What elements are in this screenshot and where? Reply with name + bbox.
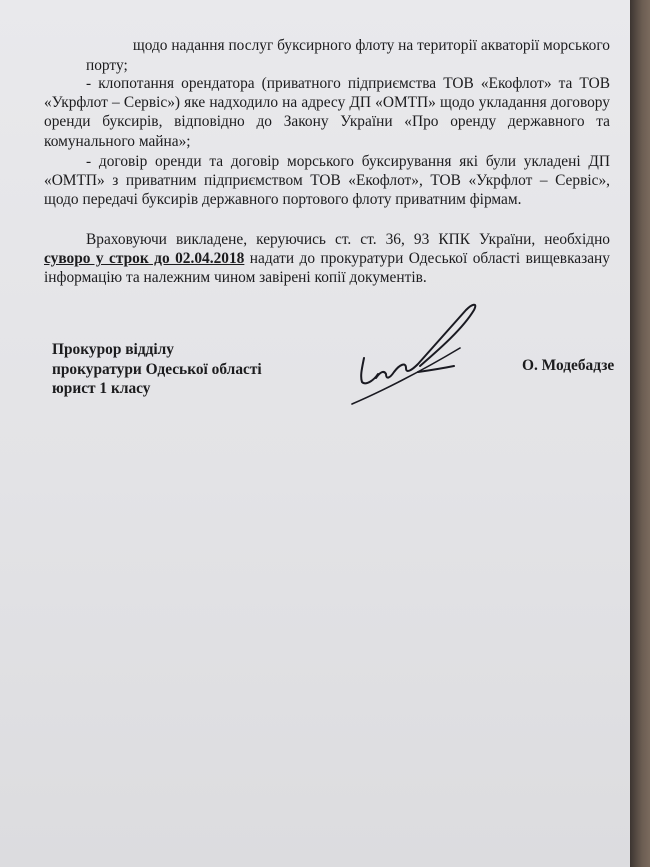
paragraph-3: - договір оренди та договір морського буксирування які були укладені ДП «ОМТП» з приватним підприємством ТОВ «Екофлот», ТОВ «Укрфлот – Сервіс», щодо передачі буксирів державного портового флоту приватним фірмам. (44, 153, 610, 209)
signatory-title-line-2: прокуратури Одеської області (52, 360, 262, 378)
signature-underline (352, 348, 460, 404)
paragraph-1-line-2: порту; (86, 57, 128, 74)
paragraph-4 (44, 230, 610, 288)
deadline-emphasis: суворо у строк до 02.04.2018 (44, 250, 245, 268)
handwritten-signature (340, 296, 490, 408)
background-edge (630, 0, 650, 867)
paragraph-1-line-1: щодо надання послуг буксирного флоту на території акваторії морського (132, 37, 610, 54)
signatory-title-line-3: юрист 1 класу (52, 380, 151, 398)
paragraph-2: - клопотання орендатора (приватного підприємства ТОВ «Екофлот» та ТОВ «Укрфлот – Сервіс») яке надходило на адресу ДП «ОМТП» щодо укладання договору оренди буксирів, відповідно до Закону України «Про оренду державного та комунального майна»; (44, 75, 610, 150)
paragraph-4-intro: Враховуючи викладене, керуючись ст. ст. 36, 93 КПК України, необхідно (86, 231, 610, 248)
signatory-title-line-1: Прокурор відділу (52, 341, 174, 358)
signatory-title (52, 340, 262, 399)
paragraph-4-rest: надати до прокуратури Одеської області вищевказану інформацію та належним чином завірені копії документів. (44, 250, 610, 287)
signatory-name: О. Модебадзе (522, 357, 615, 374)
